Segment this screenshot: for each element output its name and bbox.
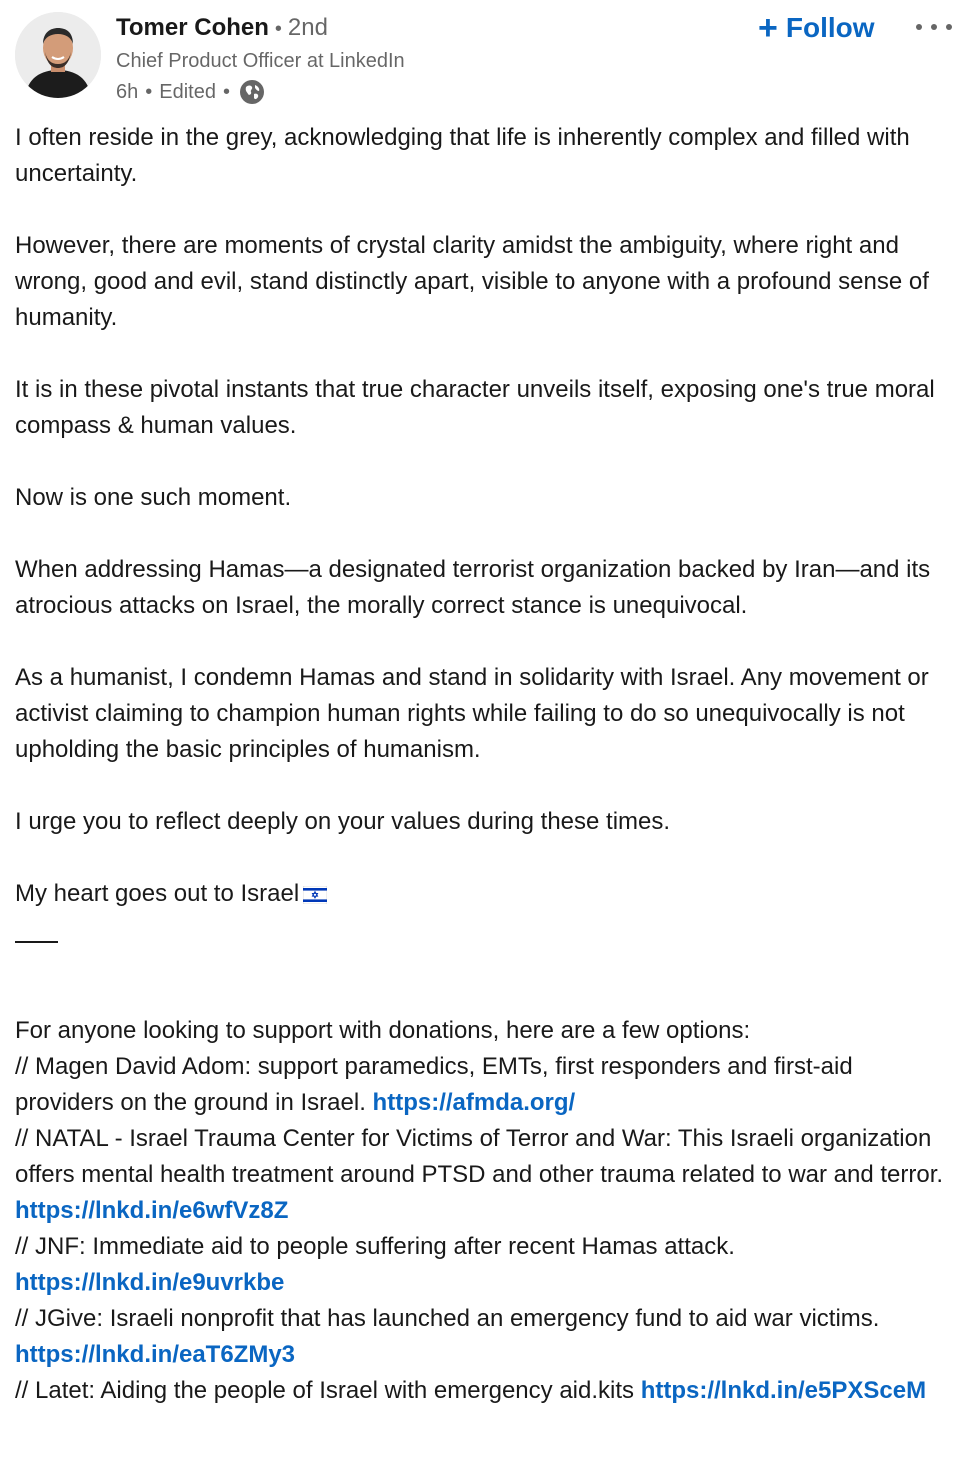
- author-name[interactable]: Tomer Cohen: [116, 14, 269, 41]
- more-options-button[interactable]: [912, 12, 956, 42]
- more-horizontal-icon: [931, 24, 937, 30]
- more-horizontal-icon: [916, 24, 922, 30]
- connection-degree: 2nd: [287, 14, 328, 41]
- post-paragraph: As a humanist, I condemn Hamas and stand in solidarity with Israel. Any movement or activist claiming to champion human rights while failing to do so unequivocally is not upholding the basic principles of humanism.: [15, 664, 929, 763]
- donation-link[interactable]: https://lnkd.in/e5PXSceM: [640, 1377, 927, 1404]
- author-line: [116, 14, 328, 42]
- donation-text: // JGive: Israeli nonprofit that has launched an emergency fund to aid war victims.: [15, 1305, 880, 1332]
- post-paragraph: It is in these pivotal instants that true character unveils itself, exposing one's true moral compass & human values.: [15, 376, 935, 439]
- donation-item: [15, 1373, 955, 1409]
- meta-separator: •: [222, 80, 230, 103]
- plus-icon: +: [758, 9, 778, 47]
- post-paragraph: [15, 876, 955, 912]
- post-time: 6h: [116, 80, 139, 103]
- globe-icon: [239, 79, 265, 105]
- post-paragraph: When addressing Hamas—a designated terrorist organization backed by Iran—and its atrocious attacks on Israel, the morally correct stance is unequivocal.: [15, 556, 931, 619]
- donation-item: [15, 1049, 955, 1121]
- donations-intro: For anyone looking to support with donations, here are a few options:: [15, 1017, 751, 1044]
- section-divider: [15, 941, 58, 943]
- degree-separator: •: [274, 18, 282, 40]
- post-paragraph: I often reside in the grey, acknowledging that life is inherently complex and filled with uncertainty.: [15, 124, 910, 187]
- donation-link[interactable]: https://lnkd.in/e6wfVz8Z: [15, 1197, 289, 1224]
- donation-text: // Latet: Aiding the people of Israel with emergency aid.kits: [15, 1377, 641, 1404]
- donation-item: [15, 1301, 955, 1373]
- donation-text: // NATAL - Israel Trauma Center for Victims of Terror and War: This Israeli organization offers mental health treatment around PTSD and other trauma related to war and terror.: [15, 1125, 944, 1188]
- donation-item: [15, 1229, 955, 1301]
- donation-text: // Magen David Adom: support paramedics, EMTs, first responders and first-aid providers on the ground in Israel.: [15, 1053, 853, 1116]
- israel-flag-icon: [303, 886, 327, 904]
- donation-text: // JNF: Immediate aid to people suffering after recent Hamas attack.: [15, 1233, 735, 1260]
- post-header: [0, 0, 978, 118]
- post-paragraph: However, there are moments of crystal clarity amidst the ambiguity, where right and wrong, good and evil, stand distinctly apart, visible to anyone with a profound sense of humanity.: [15, 232, 929, 331]
- post-paragraph: I urge you to reflect deeply on your values during these times.: [15, 808, 671, 835]
- meta-separator: •: [145, 80, 153, 103]
- author-headline: Chief Product Officer at LinkedIn: [116, 50, 405, 72]
- donation-item: [15, 1121, 955, 1229]
- follow-label: Follow: [785, 12, 875, 43]
- post-body: [15, 120, 955, 1409]
- heart-line-text: My heart goes out to Israel: [15, 880, 300, 907]
- follow-button[interactable]: [758, 8, 875, 48]
- post-paragraph: Now is one such moment.: [15, 484, 292, 511]
- post-meta: [116, 79, 265, 105]
- donation-link[interactable]: https://afmda.org/: [372, 1089, 576, 1116]
- avatar-image: [15, 12, 101, 98]
- edited-label: Edited: [159, 80, 216, 103]
- avatar[interactable]: [15, 12, 101, 98]
- donations-section: [15, 1013, 955, 1409]
- donation-link[interactable]: https://lnkd.in/e9uvrkbe: [15, 1269, 285, 1296]
- more-horizontal-icon: [946, 24, 952, 30]
- donation-link[interactable]: https://lnkd.in/eaT6ZMy3: [15, 1341, 296, 1368]
